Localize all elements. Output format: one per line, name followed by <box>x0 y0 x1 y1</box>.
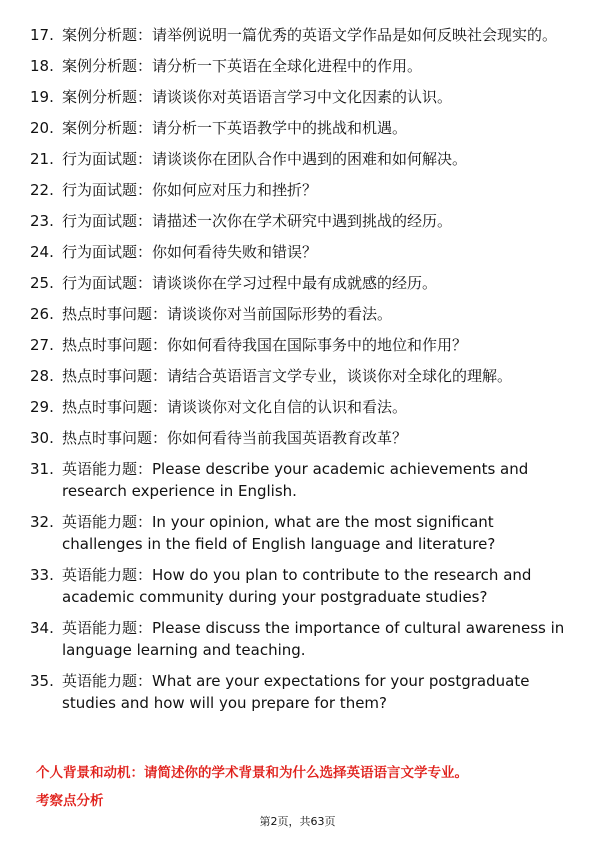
item-text: 热点时事问题：你如何看待我国在国际事务中的地位和作用？ <box>62 336 468 354</box>
item-number: 30. <box>30 429 54 447</box>
item-text: 热点时事问题：请结合英语语言文学专业，谈谈你对全球化的理解。 <box>62 367 513 385</box>
item-text: 热点时事问题：请谈谈你对当前国际形势的看法。 <box>62 305 393 323</box>
list-item <box>30 511 570 555</box>
item-text: 行为面试题：请谈谈你在团队合作中遇到的困难和如何解决。 <box>62 150 468 168</box>
item-text: 英语能力题：Please describe your academic achievements and research experience in English. <box>62 460 529 500</box>
section-title: 考察点分析 <box>36 793 104 809</box>
item-number: 28. <box>30 367 54 385</box>
question-list <box>30 24 570 723</box>
list-item <box>30 334 570 356</box>
item-text: 行为面试题：请谈谈你在学习过程中最有成就感的经历。 <box>62 274 438 292</box>
item-text: 英语能力题：How do you plan to contribute to the research and academic community during your postgraduate studies? <box>62 566 532 606</box>
item-text: 热点时事问题：你如何看待当前我国英语教育改革？ <box>62 429 408 447</box>
list-item <box>30 210 570 232</box>
item-number: 18. <box>30 57 54 75</box>
list-item <box>30 24 570 46</box>
background-motivation-question: 个人背景和动机：请简述你的学术背景和为什么选择英语语言文学专业。 <box>36 765 468 781</box>
item-number: 17. <box>30 26 54 44</box>
item-number: 23. <box>30 212 54 230</box>
list-item <box>30 396 570 418</box>
item-number: 25. <box>30 274 54 292</box>
item-number: 34. <box>30 619 54 637</box>
item-number: 22. <box>30 181 54 199</box>
item-number: 21. <box>30 150 54 168</box>
item-text: 行为面试题：你如何看待失败和错误？ <box>62 243 318 261</box>
item-text: 行为面试题：你如何应对压力和挫折？ <box>62 181 318 199</box>
item-number: 19. <box>30 88 54 106</box>
item-number: 20. <box>30 119 54 137</box>
item-number: 29. <box>30 398 54 416</box>
list-item <box>30 148 570 170</box>
item-text: 英语能力题：In your opinion, what are the most significant challenges in the field of English language and literature? <box>62 513 496 553</box>
list-item <box>30 241 570 263</box>
page-footer: 第2页，共63页 <box>259 815 336 828</box>
item-number: 33. <box>30 566 54 584</box>
list-item <box>30 303 570 325</box>
item-number: 24. <box>30 243 54 261</box>
list-item <box>30 365 570 387</box>
item-text: 案例分析题：请分析一下英语教学中的挑战和机遇。 <box>62 119 408 137</box>
item-number: 32. <box>30 513 54 531</box>
list-item <box>30 458 570 502</box>
list-item <box>30 55 570 77</box>
list-item <box>30 427 570 449</box>
list-item <box>30 670 570 714</box>
list-item <box>30 117 570 139</box>
item-text: 案例分析题：请举例说明一篇优秀的英语文学作品是如何反映社会现实的。 <box>62 26 558 44</box>
item-number: 35. <box>30 672 54 690</box>
item-number: 31. <box>30 460 54 478</box>
item-text: 案例分析题：请谈谈你对英语语言学习中文化因素的认识。 <box>62 88 453 106</box>
item-text: 案例分析题：请分析一下英语在全球化进程中的作用。 <box>62 57 423 75</box>
list-item <box>30 272 570 294</box>
list-item <box>30 179 570 201</box>
list-item <box>30 617 570 661</box>
list-item <box>30 564 570 608</box>
item-text: 热点时事问题：请谈谈你对文化自信的认识和看法。 <box>62 398 408 416</box>
item-number: 26. <box>30 305 54 323</box>
item-text: 行为面试题：请描述一次你在学术研究中遇到挑战的经历。 <box>62 212 453 230</box>
item-number: 27. <box>30 336 54 354</box>
list-item <box>30 86 570 108</box>
item-text: 英语能力题：Please discuss the importance of cultural awareness in language learning and teaching. <box>62 619 565 659</box>
item-text: 英语能力题：What are your expectations for your postgraduate studies and how will you prepare for them? <box>62 672 530 712</box>
